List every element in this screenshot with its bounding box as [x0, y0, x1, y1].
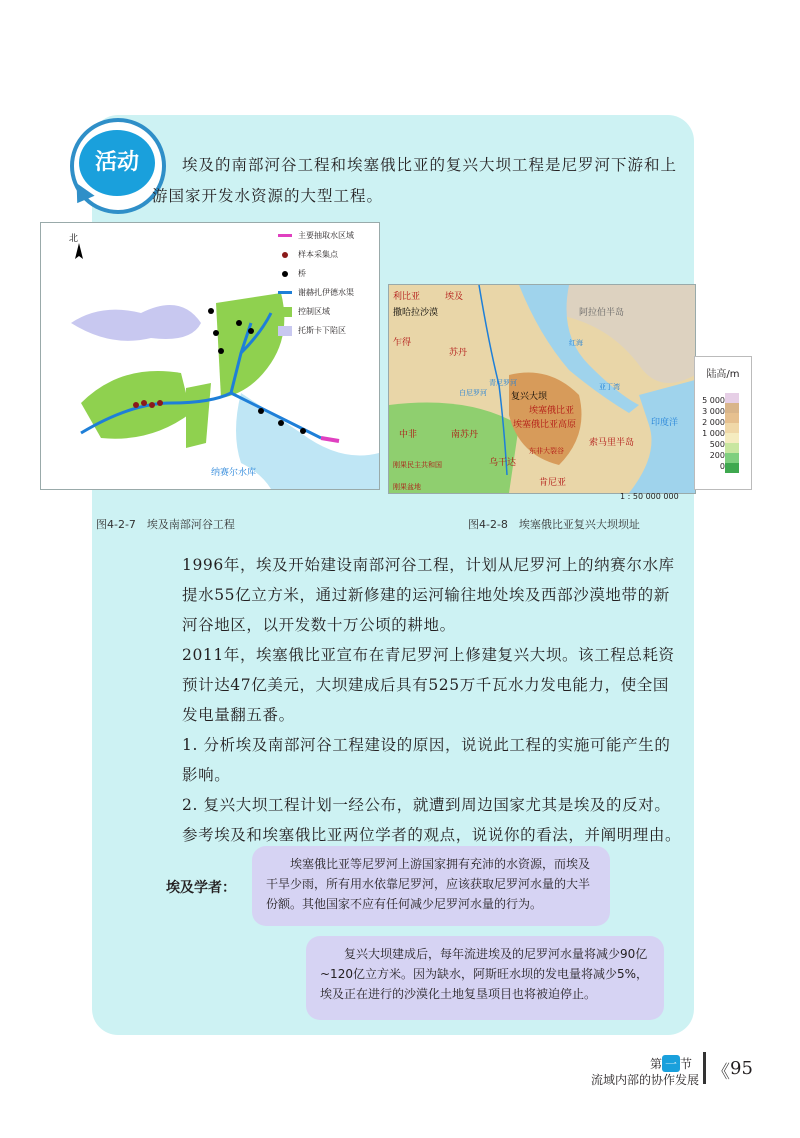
paragraph-1-text: 1996年，埃及开始建设南部河谷工程，计划从尼罗河上的纳赛尔水库提水55亿立方米，通过新修建的运河输往地处埃及西部沙漠地带的新河谷地区，以开发数十万公顷的耕地。: [182, 556, 675, 634]
map-label: 利比亚: [393, 292, 421, 302]
elevation-scale: [725, 393, 739, 473]
footer-divider: [703, 1052, 706, 1084]
elevation-band: [725, 433, 739, 443]
control-area-2: [186, 383, 211, 448]
bridge-point: [218, 348, 224, 354]
intro-line-1: 埃及的南部河谷工程和埃塞俄比亚的复兴大坝工程是尼罗河下游和上: [182, 156, 678, 174]
elevation-tick: 0: [719, 462, 725, 471]
legend-label: 谢赫扎伊德水渠: [298, 288, 354, 297]
map-label: 索马里半岛: [589, 438, 635, 448]
intro-text: [152, 150, 682, 212]
elevation-band: [725, 393, 739, 403]
ethiopia-dam-map: [388, 284, 696, 494]
elevation-legend: [694, 356, 752, 490]
intro-line-2: 游国家开发水资源的大型工程。: [152, 187, 384, 205]
elevation-band: [725, 463, 739, 473]
paragraph-1: [152, 550, 682, 640]
north-arrow-icon: [75, 243, 83, 259]
elevation-band: [725, 443, 739, 453]
map-label: 印度洋: [651, 418, 679, 428]
elevation-tick: 3 000: [702, 407, 725, 416]
legend-item: [278, 321, 378, 340]
map-label: 乌干达: [489, 458, 517, 468]
bridge-point: [278, 420, 284, 426]
legend-swatch-bridge: [282, 271, 288, 277]
legend-swatch-depression: [278, 326, 292, 336]
elevation-tick: 1 000: [702, 429, 725, 438]
legend-swatch-control: [278, 307, 292, 317]
legend-label: 桥: [298, 269, 306, 278]
legend-item: [278, 226, 378, 245]
sample-point: [157, 400, 163, 406]
map-label: 复兴大坝: [511, 392, 548, 402]
legend-label: 托斯卡下陷区: [298, 326, 346, 335]
ethiopia-dam-map-svg: [389, 285, 695, 493]
activity-badge: 活动: [79, 130, 155, 196]
legend-label: 主要抽取水区域: [298, 231, 354, 240]
question-1-text: 1. 分析埃及南部河谷工程建设的原因，说说此工程的实施可能产生的影响。: [182, 736, 671, 784]
map-label: 乍得: [393, 338, 412, 348]
section-title: [650, 1055, 692, 1072]
map-label: 苏丹: [449, 348, 468, 358]
page-number: 95: [730, 1058, 753, 1079]
map-label: 埃及: [445, 292, 464, 302]
legend-item: [278, 245, 378, 264]
legend-swatch-canal: [278, 291, 292, 294]
bridge-point: [258, 408, 264, 414]
map-label: 刚果盆地: [393, 483, 421, 491]
sample-point: [149, 402, 155, 408]
map-label: 青尼罗河: [489, 379, 517, 387]
section-pre: 第: [650, 1057, 663, 1071]
elevation-tick: 200: [709, 451, 725, 460]
map-label: 肯尼亚: [539, 478, 567, 488]
legend-item: [278, 264, 378, 283]
pumping-area-mark: [321, 438, 339, 441]
depression-area: [71, 305, 201, 341]
map-label: 埃塞俄比亚: [529, 406, 575, 416]
map-label: 东非大裂谷: [529, 447, 564, 455]
legend-label: 样本采集点: [298, 250, 338, 259]
map-label: 南苏丹: [451, 430, 479, 440]
map-label: 埃塞俄比亚高原: [513, 420, 577, 430]
figure-caption-2: 图4-2-8 埃塞俄比亚复兴大坝坝址: [468, 518, 640, 531]
legend-swatch-pumping: [278, 234, 292, 237]
sample-point: [133, 402, 139, 408]
bridge-point: [208, 308, 214, 314]
control-area-3: [216, 293, 284, 398]
chevron-left-icon: 《: [712, 1062, 730, 1083]
elevation-tick: 500: [709, 440, 725, 449]
section-subtitle: 流域内部的协作发展: [591, 1073, 700, 1087]
section-number: 一: [662, 1055, 680, 1072]
map-label: 亚丁湾: [599, 383, 620, 391]
map-label: 白尼罗河: [459, 389, 487, 397]
north-label: 北: [69, 234, 79, 244]
egypt-view-bubble: 复兴大坝建成后，每年流进埃及的尼罗河水量将减少90亿~120亿立方米。因为缺水，阿斯旺水坝的发电量将减少5%，埃及正在进行的沙漠化土地复垦项目也将被迫停止。: [306, 936, 664, 1020]
lake-label: 纳赛尔水库: [211, 468, 257, 478]
bridge-point: [300, 428, 306, 434]
paragraph-2: [152, 640, 682, 730]
elevation-band: [725, 423, 739, 433]
question-1: [152, 730, 682, 790]
section-post: 节: [680, 1057, 693, 1071]
figure-caption-1: 图4-2-7 埃及南部河谷工程: [96, 518, 235, 531]
elevation-band: [725, 413, 739, 423]
map-label: 中非: [399, 430, 418, 440]
ethiopia-view-bubble: 埃塞俄比亚等尼罗河上游国家拥有充沛的水资源，而埃及干旱少雨，所有用水依靠尼罗河，应该获取尼罗河水量的大半份额。其他国家不应有任何减少尼罗河水量的行为。: [252, 846, 610, 926]
legend-swatch-sample: [282, 252, 288, 258]
map-scale: 1 : 50 000 000: [620, 492, 679, 501]
question-2: [152, 790, 682, 850]
sample-point: [141, 400, 147, 406]
elevation-tick: 2 000: [702, 418, 725, 427]
map-label: 撒哈拉沙漠: [393, 308, 439, 318]
elevation-title: 陆高/m: [706, 369, 740, 380]
map1-legend: [278, 226, 378, 340]
bridge-point: [248, 328, 254, 334]
bridge-point: [236, 320, 242, 326]
map-label: 红海: [569, 339, 583, 347]
paragraph-2-text: 2011年，埃塞俄比亚宣布在青尼罗河上修建复兴大坝。该工程总耗资预计达47亿美元，大坝建成后具有525万千瓦水力发电能力，使全国发电量翻五番。: [182, 646, 675, 724]
legend-item: [278, 283, 378, 302]
elevation-band: [725, 403, 739, 413]
elevation-band: [725, 453, 739, 463]
lowland-area: [389, 403, 519, 494]
bridge-point: [213, 330, 219, 336]
map-label: 刚果民主共和国: [393, 461, 442, 469]
legend-item: [278, 302, 378, 321]
elevation-tick: 5 000: [702, 396, 725, 405]
legend-label: 控制区域: [298, 307, 330, 316]
question-2-text: 2. 复兴大坝工程计划一经公布，就遭到周边国家尤其是埃及的反对。参考埃及和埃塞俄比亚两位学者的观点，说说你的看法，并阐明理由。: [182, 796, 682, 844]
elevation-ticks: [697, 395, 725, 472]
map-label: 阿拉伯半岛: [579, 308, 625, 318]
egypt-scholar-label: 埃及学者：: [166, 880, 236, 896]
